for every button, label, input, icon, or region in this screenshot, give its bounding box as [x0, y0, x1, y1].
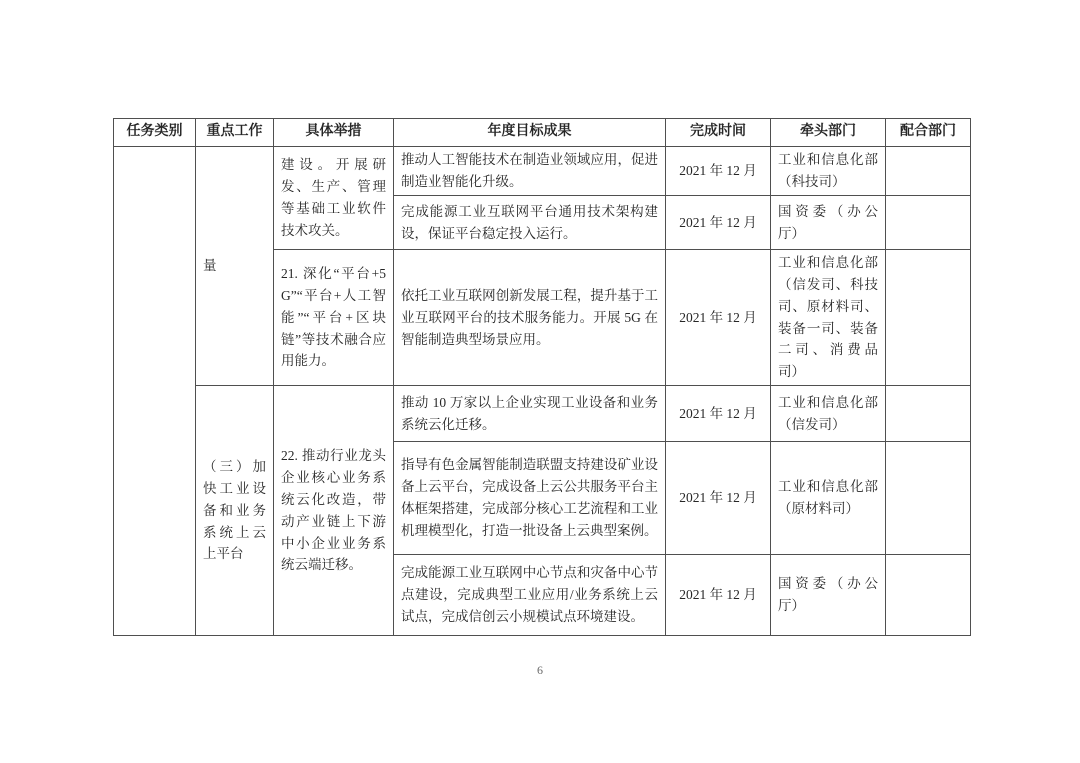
header-lead-department: 牵头部门 [771, 119, 886, 147]
cell-task-category [114, 147, 196, 636]
cell-support-department [886, 555, 971, 636]
header-deadline: 完成时间 [666, 119, 771, 147]
table-row [114, 386, 971, 442]
cell-key-work-3: （三）加快工业设备和业务系统上云上平台 [196, 386, 274, 636]
cell-outcome: 完成能源工业互联网中心节点和灾备中心节点建设，完成典型工业应用/业务系统上云试点，完成信创云小规模试点环境建设。 [394, 555, 666, 636]
cell-deadline: 2021 年 12 月 [666, 386, 771, 442]
cell-outcome: 完成能源工业互联网平台通用技术架构建设，保证平台稳定投入运行。 [394, 196, 666, 250]
cell-measure-22: 22. 推动行业龙头企业核心业务系统云化改造，带动产业链上下游中小企业业务系统云端迁移。 [274, 386, 394, 636]
cell-outcome: 指导有色金属智能制造联盟支持建设矿业设备上云平台，完成设备上云公共服务平台主体框架搭建，完成部分核心工艺流程和工业机理模型化，打造一批设备上云典型案例。 [394, 442, 666, 555]
header-measure: 具体举措 [274, 119, 394, 147]
header-task-category: 任务类别 [114, 119, 196, 147]
task-table [113, 118, 971, 636]
cell-lead-department: 工业和信息化部（信发司、科技司、原材料司、装备一司、装备二司、消费品司） [771, 250, 886, 386]
cell-support-department [886, 147, 971, 196]
cell-outcome: 推动 10 万家以上企业实现工业设备和业务系统云化迁移。 [394, 386, 666, 442]
cell-lead-department: 工业和信息化部（信发司） [771, 386, 886, 442]
cell-measure-continued: 建设。开展研发、生产、管理等基础工业软件技术攻关。 [274, 147, 394, 250]
cell-lead-department: 工业和信息化部（科技司） [771, 147, 886, 196]
header-support-department: 配合部门 [886, 119, 971, 147]
cell-deadline: 2021 年 12 月 [666, 555, 771, 636]
cell-lead-department: 工业和信息化部（原材料司） [771, 442, 886, 555]
table-header-row [114, 119, 971, 147]
cell-support-department [886, 196, 971, 250]
table-row [114, 147, 971, 196]
header-annual-outcome: 年度目标成果 [394, 119, 666, 147]
cell-support-department [886, 250, 971, 386]
cell-key-work-continued: 量 [196, 147, 274, 386]
cell-outcome: 依托工业互联网创新发展工程，提升基于工业互联网平台的技术服务能力。开展 5G 在智能制造典型场景应用。 [394, 250, 666, 386]
cell-lead-department: 国资委（办公厅） [771, 196, 886, 250]
cell-support-department [886, 442, 971, 555]
cell-deadline: 2021 年 12 月 [666, 250, 771, 386]
cell-measure-21: 21. 深化“平台+5G”“平台+人工智能”“平台+区块链”等技术融合应用能力。 [274, 250, 394, 386]
cell-deadline: 2021 年 12 月 [666, 196, 771, 250]
cell-lead-department: 国资委（办公厅） [771, 555, 886, 636]
header-key-work: 重点工作 [196, 119, 274, 147]
cell-deadline: 2021 年 12 月 [666, 442, 771, 555]
cell-outcome: 推动人工智能技术在制造业领域应用，促进制造业智能化升级。 [394, 147, 666, 196]
cell-deadline: 2021 年 12 月 [666, 147, 771, 196]
cell-support-department [886, 386, 971, 442]
page-number: 6 [537, 663, 543, 677]
